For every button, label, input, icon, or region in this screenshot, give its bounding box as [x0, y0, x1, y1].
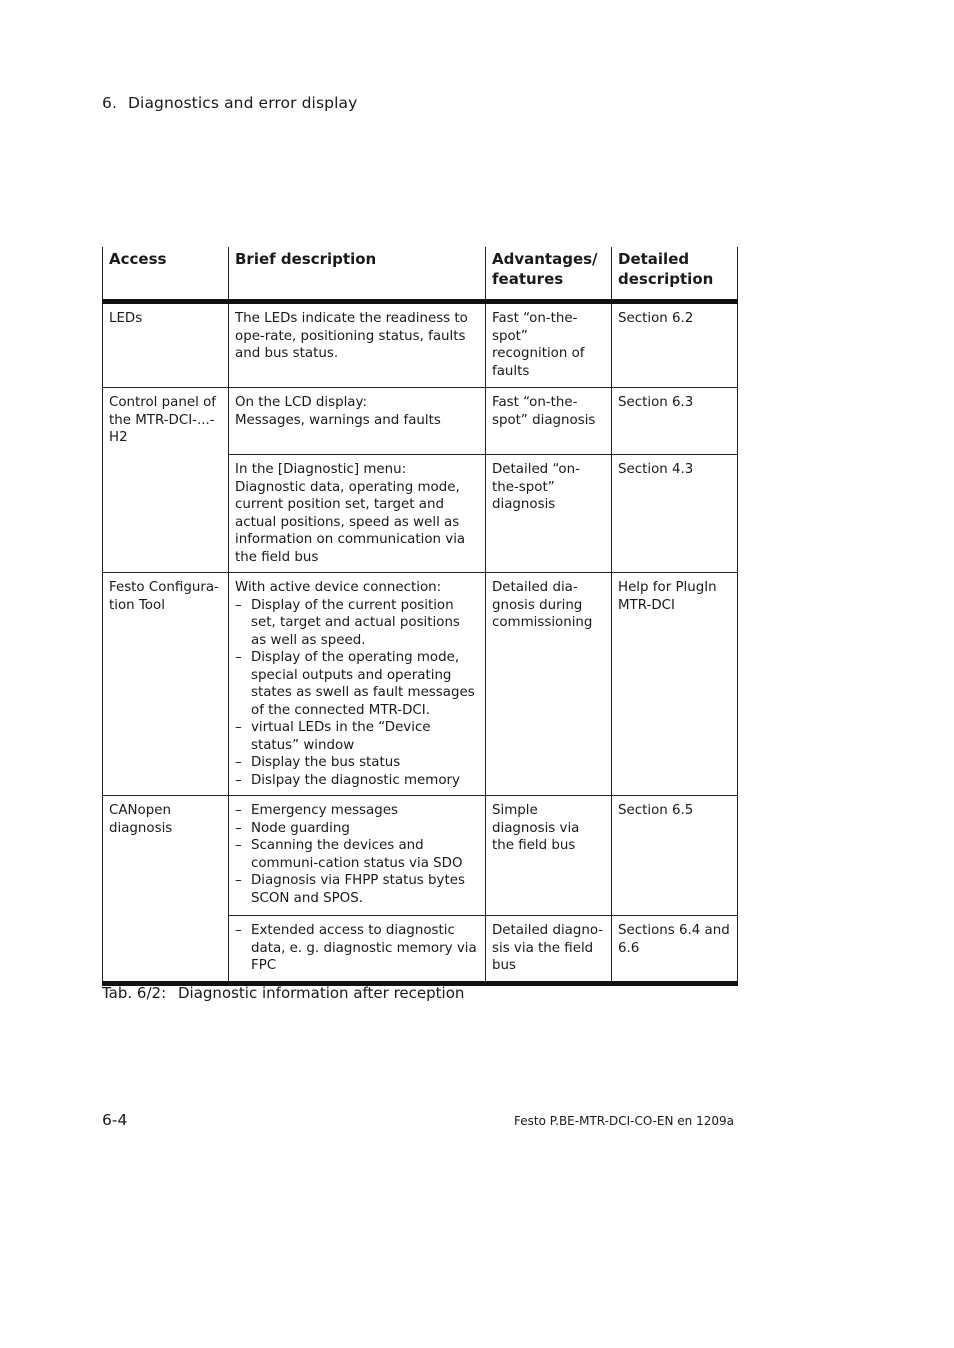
cell-brief: [229, 796, 486, 916]
cell-brief: [229, 573, 486, 796]
table-row: [103, 302, 738, 388]
cell-advantages: Detailed diagno-sis via the field bus: [486, 916, 612, 984]
cell-access: CANopen diagnosis: [103, 796, 229, 984]
brief-title: In the [Diagnostic] menu:: [235, 462, 407, 477]
table-row: [103, 388, 738, 455]
caption-text: Diagnostic information after reception: [178, 984, 465, 1002]
header-advantages: Advantages/ features: [486, 247, 612, 302]
brief-title: With active device connection:: [235, 580, 442, 595]
header-access: Access: [103, 247, 229, 302]
brief-title: On the LCD display:: [235, 395, 367, 410]
cell-access: Festo Configura-tion Tool: [103, 573, 229, 796]
cell-advantages: Simple diagnosis via the field bus: [486, 796, 612, 916]
list-item: – Display the bus status: [235, 754, 479, 772]
section-header: [102, 94, 357, 112]
section-number: 6.: [102, 94, 117, 112]
table-header-row: [103, 247, 738, 302]
table-row: [103, 796, 738, 916]
list-item: – Dislpay the diagnostic memory: [235, 772, 479, 790]
caption-label: Tab. 6/2:: [102, 984, 167, 1002]
document-id: Festo P.BE-MTR-DCI-CO-EN en 1209a: [514, 1114, 734, 1128]
page-number: 6-4: [102, 1111, 128, 1129]
cell-access: Control panel of the MTR-DCI-...-H2: [103, 388, 229, 573]
list-item: – Extended access to diagnostic data, e. g. diagnostic memory via FPC: [235, 922, 479, 975]
table-caption: [102, 984, 464, 1002]
section-title: Diagnostics and error display: [128, 94, 358, 112]
cell-access: LEDs: [103, 302, 229, 388]
cell-detailed: Section 6.3: [612, 388, 738, 455]
list-item: – Scanning the devices and communi-cation status via SDO: [235, 837, 479, 872]
cell-detailed: Section 4.3: [612, 455, 738, 573]
table-row: [103, 573, 738, 796]
list-item: – Diagnosis via FHPP status bytes SCON and SPOS.: [235, 872, 479, 907]
feature-list: [235, 802, 479, 907]
cell-detailed: Help for PlugIn MTR-DCI: [612, 573, 738, 796]
cell-detailed: Sections 6.4 and 6.6: [612, 916, 738, 984]
cell-brief: [229, 916, 486, 984]
list-item: – Emergency messages: [235, 802, 479, 820]
cell-brief: [229, 388, 486, 455]
list-item: – Display of the operating mode, special outputs and operating states as swell as fault messages of the connected MTR-DCI.: [235, 649, 479, 719]
brief-text: Messages, warnings and faults: [235, 412, 441, 428]
cell-advantages: Fast “on-the-spot” diagnosis: [486, 388, 612, 455]
cell-detailed: Section 6.5: [612, 796, 738, 916]
cell-advantages: Detailed dia-gnosis during commissioning: [486, 573, 612, 796]
cell-detailed: Section 6.2: [612, 302, 738, 388]
feature-list: [235, 922, 479, 975]
list-item: – virtual LEDs in the “Device status” window: [235, 719, 479, 754]
cell-advantages: Detailed “on-the-spot” diagnosis: [486, 455, 612, 573]
cell-brief: The LEDs indicate the readiness to ope-rate, positioning status, faults and bus status.: [229, 302, 486, 388]
header-brief-description: Brief description: [229, 247, 486, 302]
feature-list: [235, 597, 479, 790]
header-detailed-description: Detailed description: [612, 247, 738, 302]
cell-brief: [229, 455, 486, 573]
cell-advantages: Fast “on-the-spot” recognition of faults: [486, 302, 612, 388]
list-item: – Display of the current position set, target and actual positions as well as speed.: [235, 597, 479, 650]
list-item: – Node guarding: [235, 820, 479, 838]
diagnostic-table: [102, 247, 738, 986]
brief-text: Diagnostic data, operating mode, current position set, target and actual positions, speed as well as information on communication via the field bus: [235, 479, 466, 565]
